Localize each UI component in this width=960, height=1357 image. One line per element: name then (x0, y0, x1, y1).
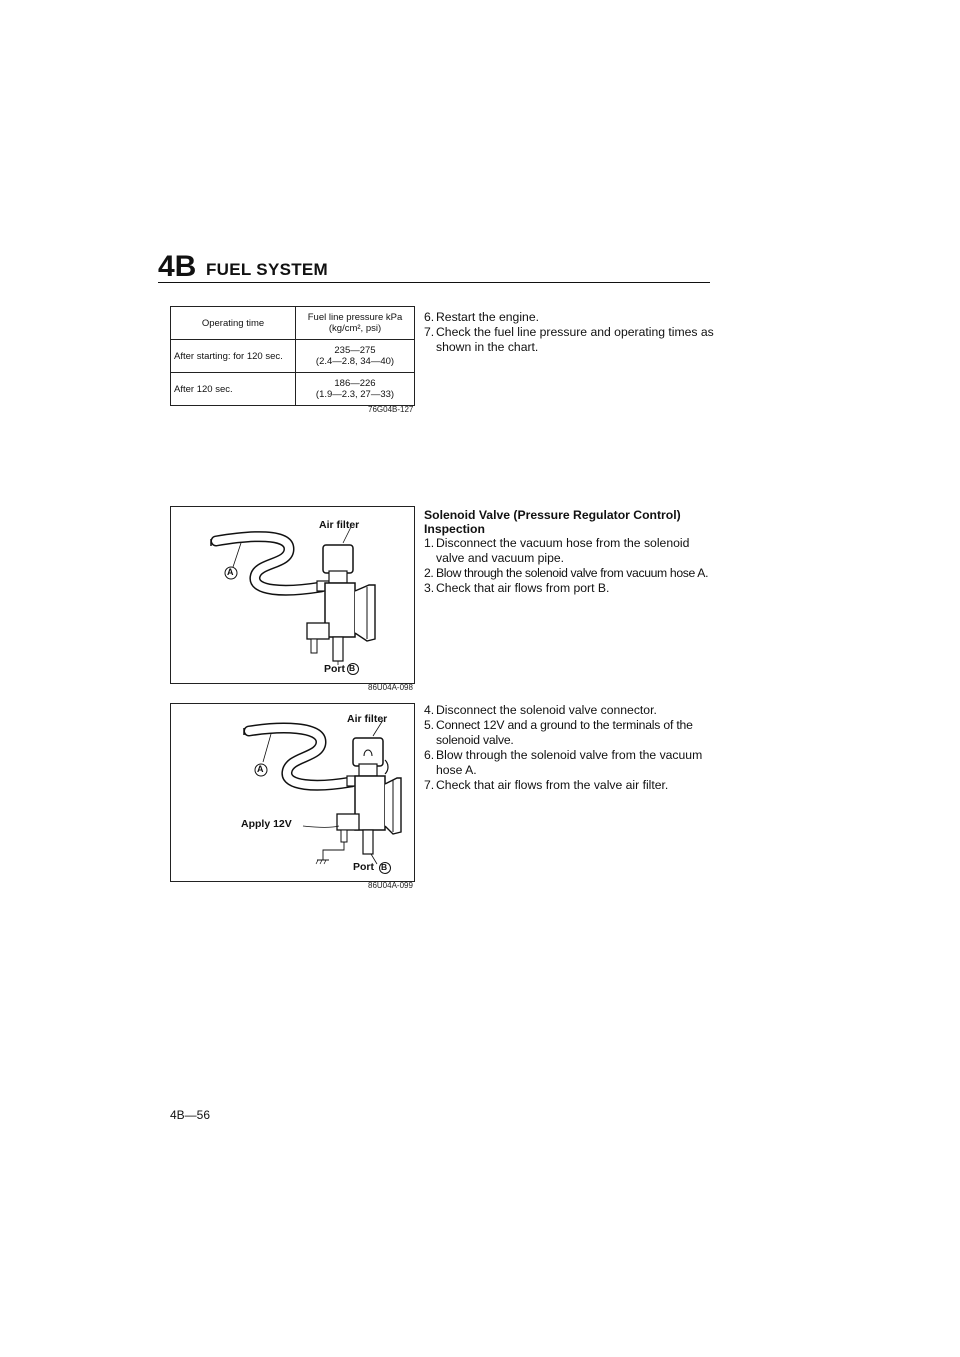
apply-12v-label: Apply 12V (241, 818, 292, 830)
air-filter-label: Air filter (319, 519, 360, 531)
header-pressure: Fuel line pressure kPa (kg/cm², psi) (296, 307, 415, 340)
cell-pressure: 235—275 (2.4—2.8, 34—40) (296, 340, 415, 373)
section-title: FUEL SYSTEM (206, 260, 329, 279)
list-item: 2. Blow through the solenoid valve from vacuum hose A. (424, 566, 709, 580)
section-heading: Solenoid Valve (Pressure Regulator Control) (424, 508, 681, 522)
port-label: Port (324, 663, 345, 675)
hose-a-label: A (257, 764, 264, 774)
list-item: 3. Check that air flows from port B. (424, 581, 610, 595)
steps-restart (424, 310, 714, 355)
page-number: 4B—56 (170, 1108, 211, 1122)
cell-time: After starting: for 120 sec. (171, 340, 296, 373)
cell-time: After 120 sec. (171, 373, 296, 406)
section-subheading: Inspection (424, 522, 485, 536)
figure1-code: 86U04A-098 (368, 683, 413, 692)
section-number: 4B (158, 250, 197, 283)
table-header-row (171, 307, 415, 340)
page-header (158, 252, 710, 283)
list-item: 7. Check that air flows from the valve air filter. (424, 778, 669, 792)
port-b-label: B (381, 862, 388, 872)
solenoid-section (424, 508, 714, 596)
figure-solenoid-port-b (170, 506, 415, 684)
figure2-code: 86U04A-099 (368, 881, 413, 890)
solenoid-valve-illustration (171, 507, 414, 683)
cell-pressure: 186—226 (1.9—2.3, 27—33) (296, 373, 415, 406)
table-row (171, 373, 415, 406)
hose-a-label: A (227, 567, 234, 577)
list-item: 1. Disconnect the vacuum hose from the solenoid valve and vacuum pipe. (424, 536, 690, 565)
header-operating-time: Operating time (171, 307, 296, 340)
figure-solenoid-apply-12v (170, 703, 415, 882)
list-item: 6. Restart the engine. (424, 310, 539, 324)
steps-inspection (424, 536, 714, 596)
air-filter-label: Air filter (347, 713, 388, 725)
list-item: 4. Disconnect the solenoid valve connector. (424, 703, 657, 717)
list-item: 7. Check the fuel line pressure and operating times as shown in the chart. (424, 325, 714, 354)
list-item: 5. Connect 12V and a ground to the terminals of the solenoid valve. (424, 718, 693, 747)
table-row (171, 340, 415, 373)
list-item: 6. Blow through the solenoid valve from the vacuum hose A. (424, 748, 703, 777)
table-code: 76G04B-127 (368, 405, 414, 414)
port-b-label: B (349, 663, 356, 673)
fuel-pressure-table (170, 306, 415, 406)
solenoid-valve-illustration-12v (171, 704, 414, 881)
port-label: Port (353, 861, 374, 873)
steps-connector (424, 703, 716, 793)
